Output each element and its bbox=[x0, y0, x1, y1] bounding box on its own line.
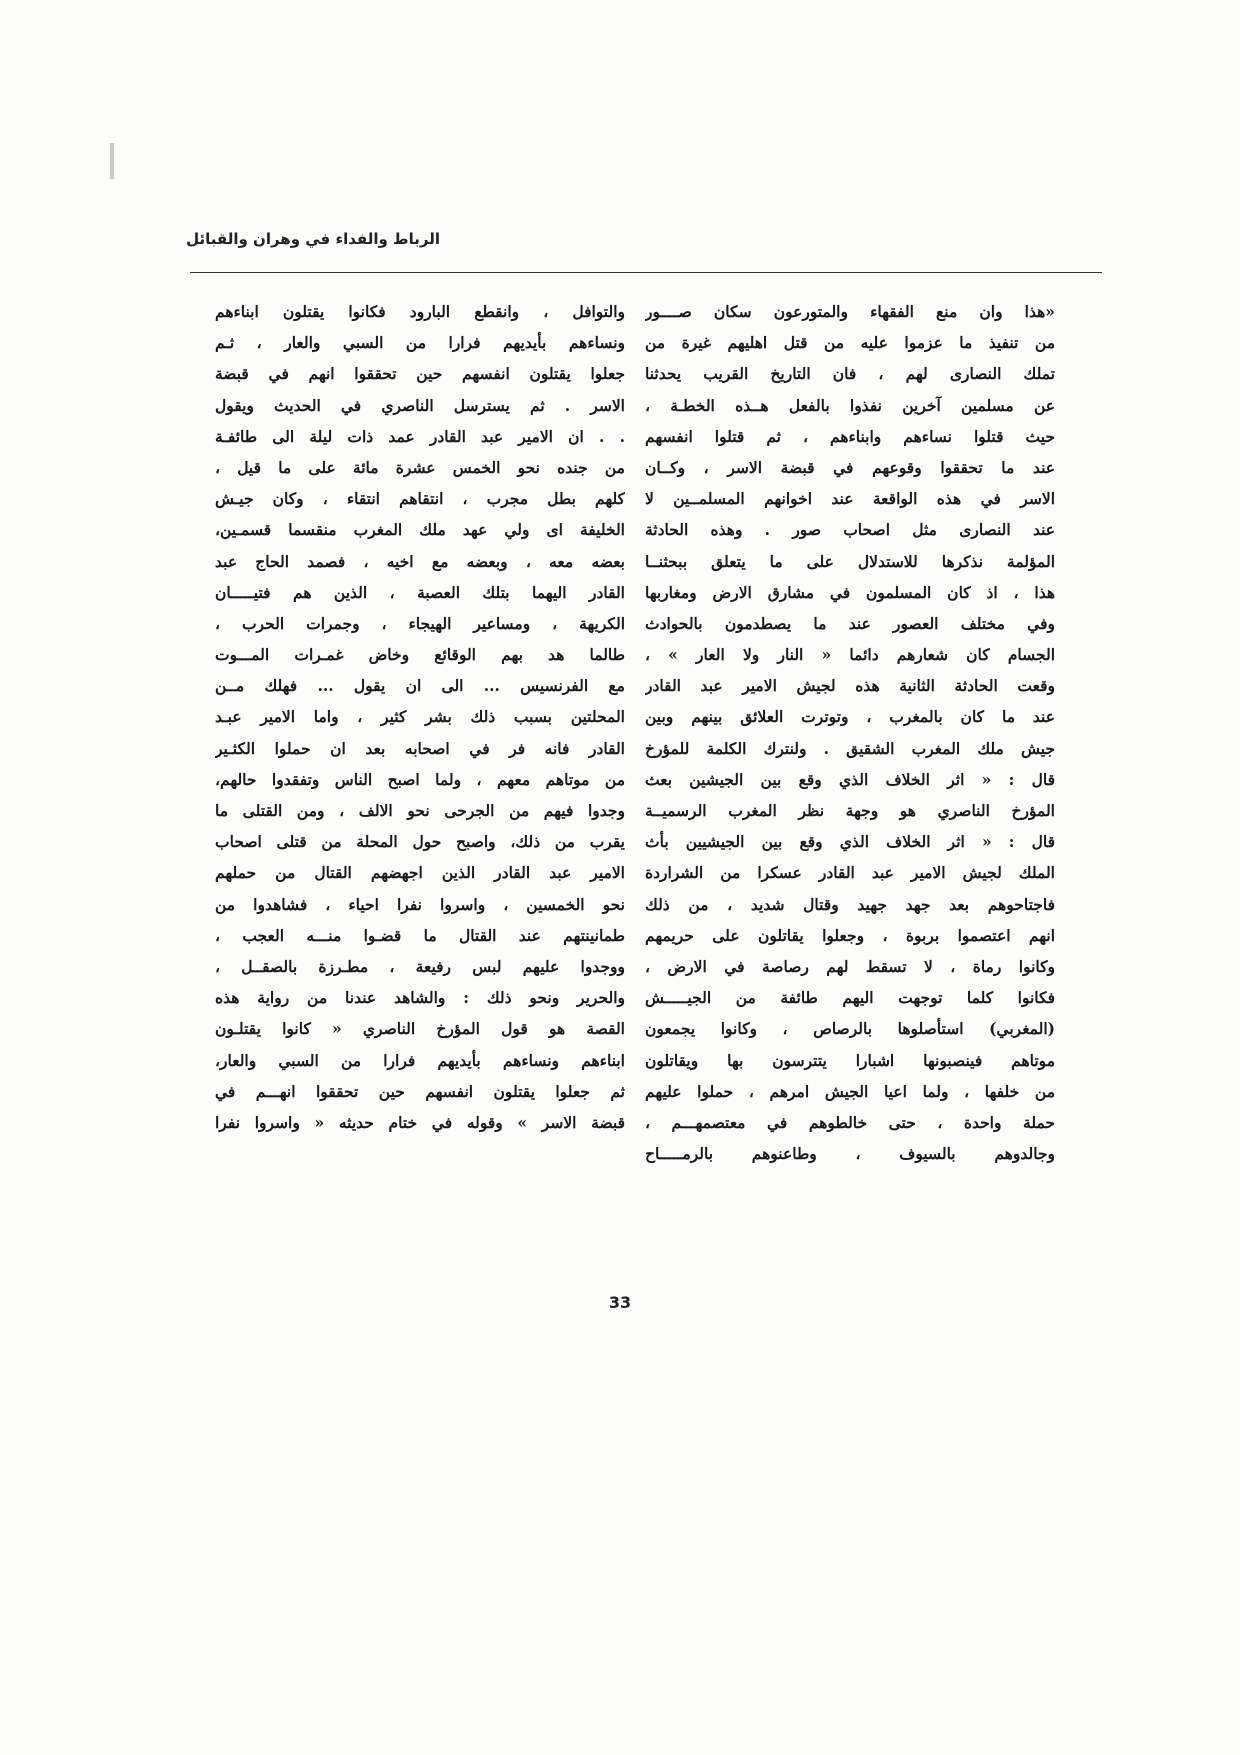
text-line: من تنفيذ ما عزموا عليه من قتل اهليهم غيرة من bbox=[645, 333, 1055, 353]
running-head: الرباط والفداء في وهران والقبائل bbox=[186, 230, 440, 248]
text-line: القادر اليهما بتلك العصبة ، الذين هم فتيـــــان bbox=[215, 582, 625, 602]
text-line: عن مسلمين آخرين نفذوا بالفعل هــذه الخطـة ، bbox=[645, 395, 1055, 415]
text-line: المؤلمة نذكرها للاستدلال على ما يتعلق ببحثنــا bbox=[645, 551, 1055, 571]
text-line: تملك النصارى لهم ، فان التاريخ القريب يحدثنا bbox=[645, 364, 1055, 384]
text-line: . . ان الامير عبد القادر عمد ذات ليلة الى طائفـة bbox=[215, 426, 625, 446]
text-line: وكانوا رماة ، لا تسقط لهم رصاصة في الارض ، bbox=[645, 956, 1055, 976]
text-line: المحلتين بسبب ذلك بشر كثير ، واما الامير عبـد bbox=[215, 707, 625, 727]
text-line: الاسر في هذه الواقعة عند اخوانهم المسلمــين لا bbox=[645, 489, 1055, 509]
text-line: قبضة الاسر » وقوله في ختام حديثه « واسروا نفرا bbox=[215, 1112, 625, 1132]
text-line: والحرير ونحو ذلك : والشاهد عندنا من رواية هذه bbox=[215, 988, 625, 1008]
text-line: فاجتاحوهم بعد جهد جهيد وقتال شديد ، من ذلك bbox=[645, 894, 1055, 914]
text-line: وقعت الحادثة الثانية هذه لجيش الامير عبد القادر bbox=[645, 676, 1055, 696]
text-line: الاسر . ثم يسترسل الناصري في الحديث ويقول bbox=[215, 395, 625, 415]
text-line: ثم جعلوا يقتلون انفسهم حين تحققوا انهـــم في bbox=[215, 1081, 625, 1101]
text-line: موتاهم فينصبونها اشبارا يتترسون بها ويقاتلون bbox=[645, 1050, 1055, 1070]
text-line: عند ما تحققوا وقوعهم في قبضة الاسر ، وكــان bbox=[645, 457, 1055, 477]
text-line: المؤرخ الناصري هو وجهة نظر المغرب الرسميــة bbox=[645, 801, 1055, 820]
text-line: جعلوا يقتلون انفسهم حين تحققوا انهم في قبضة bbox=[215, 364, 625, 384]
text-line: وجدوا فيهم من الجرحى نحو الالف ، ومن القتلى ما bbox=[215, 801, 625, 820]
text-line: الامير عبد القادر الذين اجهضهم القتال من حملهم bbox=[215, 863, 625, 883]
text-line: (المغربي) استأصلوها بالرصاص ، وكانوا يجمعون bbox=[645, 1019, 1055, 1039]
text-line: الخليفة اى ولي عهد ملك المغرب منقسما قسمـين، bbox=[215, 520, 625, 540]
text-line: من موتاهم معهم ، ولما اصبح الناس وتفقدوا حالهم، bbox=[215, 769, 625, 789]
text-line: هذا ، اذ كان المسلمون في مشارق الارض ومغاربها bbox=[645, 582, 1055, 602]
text-line: حملة واحدة ، حتى خالطوهم في معتصمهـــم ، bbox=[645, 1112, 1055, 1132]
text-line: القصة هو قول المؤرخ الناصري « كانوا يقتلـون bbox=[215, 1019, 625, 1039]
text-line: «هذا وان منع الفقهاء والمتورعون سكان صــــور bbox=[645, 302, 1055, 321]
text-line: من جنده نحو الخمس عشرة مائة على ما قيل ، bbox=[215, 457, 625, 477]
text-line: وجالدوهم بالسيوف ، وطاعنوهم بالرمـــــاح bbox=[645, 1144, 1055, 1164]
text-line: طالما هد بهم الوقائع وخاض غمـرات المـــوت bbox=[215, 645, 625, 665]
text-line: طمانينتهم عند القتال ما قضـوا منـــه العجب ، bbox=[215, 925, 625, 945]
text-line: من خلفها ، ولما اعيا الجيش امرهم ، حملوا عليهم bbox=[645, 1081, 1055, 1101]
header-rule bbox=[190, 272, 1102, 273]
text-line: نحو الخمسين ، واسروا نفرا احياء ، فشاهدوا من bbox=[215, 894, 625, 914]
text-line: ابناءهم ونساءهم بأيديهم فرارا من السبي والعار، bbox=[215, 1050, 625, 1070]
text-line: الملك لجيش الامير عبد القادر عسكرا من الشراردة bbox=[645, 863, 1055, 883]
text-line: حيث قتلوا نساءهم وابناءهم ، ثم قتلوا انفسهم bbox=[645, 426, 1055, 446]
page-number: 33 bbox=[608, 1293, 632, 1312]
text-line: الجسام كان شعارهم دائما « النار ولا العار » ، bbox=[645, 645, 1055, 665]
text-line: وفي مختلف العصور عند ما يصطدمون بالحوادث bbox=[645, 613, 1055, 633]
text-line: انهم اعتصموا بربوة ، وجعلوا يقاتلون على حريمهم bbox=[645, 925, 1055, 945]
text-line: عند ما كان بالمغرب ، وتوترت العلائق بينهم وبين bbox=[645, 707, 1055, 727]
left-text-column bbox=[215, 296, 625, 1138]
text-line: بعضه معه ، وبعضه مع اخيه ، فصمد الحاج عبد bbox=[215, 551, 625, 571]
text-line: قال : « اثر الخلاف الذي وقع بين الجيشيين بأث bbox=[645, 832, 1055, 852]
text-line: كلهم بطل مجرب ، انتقاهم انتقاء ، وكان جيـش bbox=[215, 489, 625, 509]
text-line: القادر فانه فر في اصحابه بعد ان حملوا الكثـير bbox=[215, 738, 625, 758]
text-line: يقرب من ذلك، واصبح حول المحلة من قتلى اصحاب bbox=[215, 832, 625, 852]
margin-mark bbox=[110, 143, 114, 179]
text-line: قال : « اثر الخلاف الذي وقع بين الجيشين بعث bbox=[645, 769, 1055, 789]
text-line: عند النصارى مثل اصحاب صور . وهذه الحادثة bbox=[645, 520, 1055, 540]
text-line: الكريهة ، ومساعير الهيجاء ، وجمرات الحرب ، bbox=[215, 613, 625, 633]
text-line: والتوافل ، وانقطع البارود فكانوا يقتلون ابناءهم bbox=[215, 302, 625, 321]
text-line: ووجدوا عليهم لبس رفيعة ، مطـرزة بالصقــل ، bbox=[215, 956, 625, 976]
text-line: جيش ملك المغرب الشقيق . ولنترك الكلمة للمؤرخ bbox=[645, 738, 1055, 758]
text-line: فكانوا كلما توجهت اليهم طائفة من الجيـــــش bbox=[645, 988, 1055, 1008]
text-line: ونساءهم بأيديهم فرارا من السبي والعار ، ثـم bbox=[215, 333, 625, 353]
text-line: مع الفرنسيس ... الى ان يقول ... فهلك مــن bbox=[215, 676, 625, 696]
right-text-column bbox=[645, 296, 1055, 1169]
